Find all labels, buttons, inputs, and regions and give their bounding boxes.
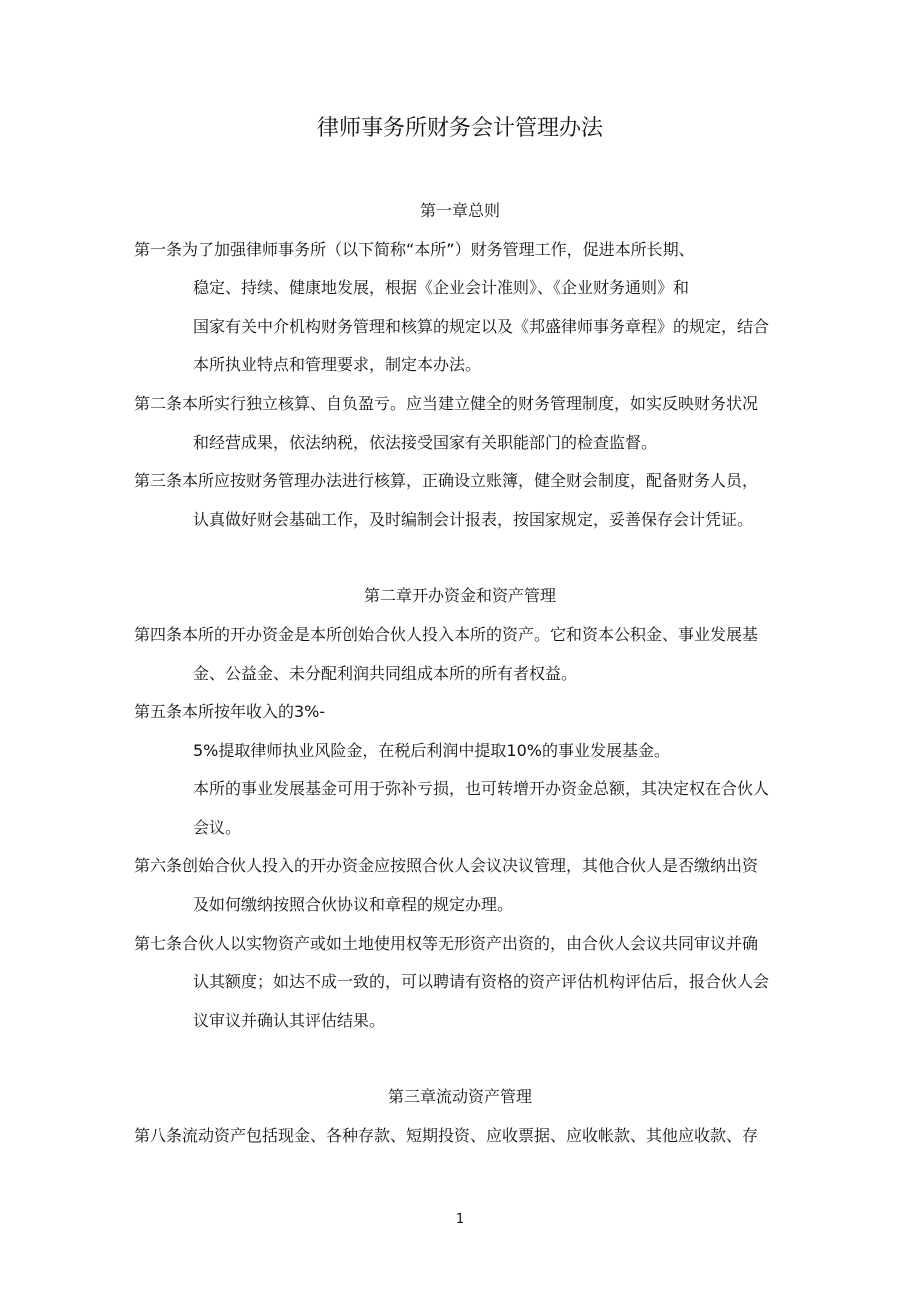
article-line: 国家有关中介机构财务管理和核算的规定以及《邦盛律师事务章程》的规定，结合 [193,317,770,336]
article-line: 本所的事业发展基金可用于弥补亏损，也可转增开办资金总额，其决定权在合伙人 [193,779,770,798]
article-line: 认真做好财会基础工作，及时编制会计报表，按国家规定，妥善保存会计凭证。 [193,510,754,529]
article-line: 第三条本所应按财务管理办法进行核算，正确设立账簿，健全财会制度，配备财务人员， [134,471,759,490]
document-title: 律师事务所财务会计管理办法 [316,116,603,141]
article-line: 稳定、持续、健康地发展，根据《企业会计准则》、《企业财务通则》和 [193,278,690,297]
article-line: 认其额度；如达不成一致的，可以聘请有资格的资产评估机构评估后，报合伙人会 [193,972,770,991]
article-line: 第五条本所按年收入的3%- [134,702,326,721]
article-line: 议审议并确认其评估结果。 [193,1011,386,1030]
page-number: 1 [455,1212,465,1227]
article-line: 和经营成果，依法纳税，依法接受国家有关职能部门的检查监督。 [193,433,658,452]
article-line: 及如何缴纳按照合伙协议和章程的规定办理。 [193,895,514,914]
article-line: 本所执业特点和管理要求，制定本办法。 [193,355,482,374]
chapter-heading: 第二章开办资金和资产管理 [363,586,556,605]
article-line: 第七条合伙人以实物资产或如土地使用权等无形资产出资的，由合伙人会议共同审议并确 [134,934,759,953]
chapter-heading: 第三章流动资产管理 [387,1087,532,1106]
article-line: 5%提取律师执业风险金，在税后利润中提取10%的事业发展基金。 [193,741,670,760]
article-line: 第八条流动资产包括现金、各种存款、短期投资、应收票据、应收帐款、其他应收款、存 [134,1126,759,1145]
chapter-heading: 第一章总则 [419,201,500,220]
article-line: 第二条本所实行独立核算、自负盈亏。应当建立健全的财务管理制度，如实反映财务状况 [134,394,759,413]
article-line: 金、公益金、未分配利润共同组成本所的所有者权益。 [193,664,578,683]
article-line: 会议。 [193,818,242,837]
article-line: 第六条创始合伙人投入的开办资金应按照合伙人会议决议管理，其他合伙人是否缴纳出资 [134,856,759,875]
article-line: 第一条为了加强律师事务所（以下简称“本所”）财务管理工作，促进本所长期、 [134,240,695,259]
article-line: 第四条本所的开办资金是本所创始合伙人投入本所的资产。它和资本公积金、事业发展基 [134,625,759,644]
